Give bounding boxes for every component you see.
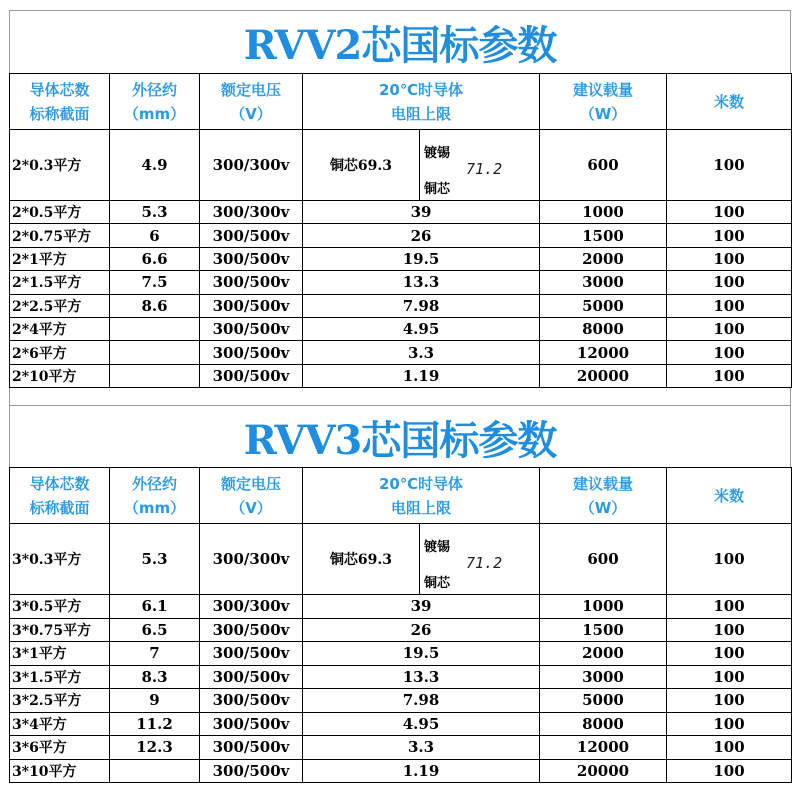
load-cell: 2000 xyxy=(540,247,667,270)
table-row xyxy=(10,317,792,340)
voltage-cell: 300/500v xyxy=(200,271,303,294)
header-meters xyxy=(667,74,792,130)
voltage-cell: 300/300v xyxy=(200,201,303,224)
diameter-cell xyxy=(110,317,200,340)
table-row xyxy=(10,712,792,736)
resistance-cell: 13.3 xyxy=(303,665,540,689)
header-spec xyxy=(10,74,110,130)
resistance-cell: 26 xyxy=(303,224,540,247)
load-cell: 1500 xyxy=(540,618,667,642)
resistance-split xyxy=(303,524,539,594)
load-cell: 1000 xyxy=(540,595,667,619)
tinned-value: 71.2 xyxy=(466,554,503,572)
header-load-line: 建议载量 xyxy=(572,80,633,99)
load-cell: 3000 xyxy=(540,665,667,689)
header-diameter-line: 外径约 xyxy=(131,80,177,99)
diameter-cell: 7 xyxy=(110,642,200,666)
voltage-cell: 300/300v xyxy=(200,595,303,619)
resistance-cell: 7.98 xyxy=(303,689,540,713)
header-spec-line: 标称截面 xyxy=(29,104,90,123)
table-row xyxy=(10,689,792,713)
spec-cell: 3*1.5平方 xyxy=(10,665,110,689)
header-load-line: （W） xyxy=(579,498,627,517)
voltage-cell: 300/500v xyxy=(200,618,303,642)
voltage-cell: 300/500v xyxy=(200,224,303,247)
resistance-cell: 3.3 xyxy=(303,736,540,760)
header-voltage-line: （V） xyxy=(230,498,272,517)
resistance-cell: 3.3 xyxy=(303,341,540,364)
header-resistance-line: 20℃时导体 xyxy=(378,474,464,493)
spec-cell: 2*4平方 xyxy=(10,317,110,340)
header-meters-line: 米数 xyxy=(713,486,744,505)
table-row xyxy=(10,271,792,294)
spec-cell: 3*10平方 xyxy=(10,759,110,783)
resistance-cell: 4.95 xyxy=(303,712,540,736)
load-cell: 600 xyxy=(540,524,667,595)
voltage-cell: 300/500v xyxy=(200,247,303,270)
table-row xyxy=(10,618,792,642)
header-voltage-line: （V） xyxy=(230,104,272,123)
resistance-cell: 26 xyxy=(303,618,540,642)
tinned-label-1: 镀锡 xyxy=(424,540,451,555)
table-row xyxy=(10,364,792,387)
diameter-cell: 8.6 xyxy=(110,294,200,317)
meters-cell: 100 xyxy=(667,689,792,713)
table-row xyxy=(10,294,792,317)
voltage-cell: 300/500v xyxy=(200,294,303,317)
load-cell: 12000 xyxy=(540,736,667,760)
diameter-cell: 11.2 xyxy=(110,712,200,736)
table-row xyxy=(10,201,792,224)
load-cell: 12000 xyxy=(540,341,667,364)
spec-cell: 3*0.75平方 xyxy=(10,618,110,642)
resistance-cell xyxy=(303,524,540,595)
voltage-cell: 300/500v xyxy=(200,689,303,713)
tinned-value: 71.2 xyxy=(466,160,503,178)
resistance-cell: 13.3 xyxy=(303,271,540,294)
meters-cell: 100 xyxy=(667,271,792,294)
spec-cell: 3*0.5平方 xyxy=(10,595,110,619)
header-diameter-line: 外径约 xyxy=(131,474,177,493)
diameter-cell: 9 xyxy=(110,689,200,713)
load-cell: 3000 xyxy=(540,271,667,294)
meters-cell: 100 xyxy=(667,224,792,247)
header-row xyxy=(10,468,792,524)
header-voltage-line: 额定电压 xyxy=(220,474,281,493)
rvv2-title: RVV2芯国标参数 xyxy=(243,22,557,69)
header-meters xyxy=(667,468,792,524)
meters-cell: 100 xyxy=(667,341,792,364)
diameter-cell: 8.3 xyxy=(110,665,200,689)
spec-cell: 3*2.5平方 xyxy=(10,689,110,713)
voltage-cell: 300/500v xyxy=(200,642,303,666)
meters-cell: 100 xyxy=(667,524,792,595)
meters-cell: 100 xyxy=(667,130,792,201)
voltage-cell: 300/500v xyxy=(200,665,303,689)
header-resistance xyxy=(303,468,540,524)
load-cell: 5000 xyxy=(540,294,667,317)
table-row xyxy=(10,642,792,666)
rvv2-title-box xyxy=(9,10,791,74)
table-row xyxy=(10,665,792,689)
voltage-cell: 300/500v xyxy=(200,736,303,760)
header-load xyxy=(540,468,667,524)
meters-cell: 100 xyxy=(667,736,792,760)
meters-cell: 100 xyxy=(667,364,792,387)
spec-cell: 2*6平方 xyxy=(10,341,110,364)
voltage-cell: 300/500v xyxy=(200,364,303,387)
rvv3-title: RVV3芯国标参数 xyxy=(243,416,557,464)
tinned-resistance xyxy=(420,524,539,594)
header-spec-line: 导体芯数 xyxy=(29,474,90,493)
spec-cell: 2*2.5平方 xyxy=(10,294,110,317)
tinned-label-2: 铜芯 xyxy=(424,576,451,591)
spec-cell: 3*4平方 xyxy=(10,712,110,736)
resistance-cell xyxy=(303,130,540,201)
load-cell: 2000 xyxy=(540,642,667,666)
header-voltage-line: 额定电压 xyxy=(220,80,281,99)
spec-cell: 2*0.3平方 xyxy=(10,130,110,201)
load-cell: 1000 xyxy=(540,201,667,224)
meters-cell: 100 xyxy=(667,317,792,340)
resistance-cell: 7.98 xyxy=(303,294,540,317)
diameter-cell: 6.6 xyxy=(110,247,200,270)
meters-cell: 100 xyxy=(667,201,792,224)
header-load-line: 建议载量 xyxy=(572,474,633,493)
table-row-first xyxy=(10,130,792,201)
spec-cell: 3*0.3平方 xyxy=(10,524,110,595)
header-spec xyxy=(10,468,110,524)
header-diameter-line: （mm） xyxy=(123,104,186,123)
voltage-cell: 300/300v xyxy=(200,130,303,201)
rvv3-table xyxy=(9,467,792,783)
tinned-resistance xyxy=(420,130,539,200)
diameter-cell: 5.3 xyxy=(110,201,200,224)
load-cell: 20000 xyxy=(540,759,667,783)
header-meters-line: 米数 xyxy=(713,92,744,111)
spec-cell: 3*1平方 xyxy=(10,642,110,666)
table-row xyxy=(10,736,792,760)
header-load xyxy=(540,74,667,130)
resistance-cell: 39 xyxy=(303,201,540,224)
diameter-cell xyxy=(110,364,200,387)
table-row xyxy=(10,341,792,364)
voltage-cell: 300/500v xyxy=(200,712,303,736)
spec-cell: 2*1平方 xyxy=(10,247,110,270)
rvv2-table xyxy=(9,73,792,388)
resistance-cell: 1.19 xyxy=(303,759,540,783)
tinned-label-1: 镀锡 xyxy=(424,146,451,161)
tinned-label-2: 铜芯 xyxy=(424,182,451,197)
load-cell: 1500 xyxy=(540,224,667,247)
table-row xyxy=(10,224,792,247)
header-diameter xyxy=(110,74,200,130)
spec-cell: 3*6平方 xyxy=(10,736,110,760)
spec-cell: 2*1.5平方 xyxy=(10,271,110,294)
diameter-cell xyxy=(110,759,200,783)
resistance-split xyxy=(303,130,539,200)
header-resistance-line: 电阻上限 xyxy=(390,104,451,123)
meters-cell: 100 xyxy=(667,712,792,736)
load-cell: 8000 xyxy=(540,317,667,340)
table-row xyxy=(10,759,792,783)
table-row xyxy=(10,595,792,619)
voltage-cell: 300/300v xyxy=(200,524,303,595)
diameter-cell: 5.3 xyxy=(110,524,200,595)
diameter-cell: 6.1 xyxy=(110,595,200,619)
table-row xyxy=(10,247,792,270)
meters-cell: 100 xyxy=(667,618,792,642)
load-cell: 8000 xyxy=(540,712,667,736)
meters-cell: 100 xyxy=(667,642,792,666)
voltage-cell: 300/500v xyxy=(200,759,303,783)
meters-cell: 100 xyxy=(667,759,792,783)
spec-cell: 2*10平方 xyxy=(10,364,110,387)
spec-cell: 2*0.75平方 xyxy=(10,224,110,247)
load-cell: 600 xyxy=(540,130,667,201)
rvv3-title-box xyxy=(9,405,791,468)
diameter-cell: 12.3 xyxy=(110,736,200,760)
resistance-cell: 39 xyxy=(303,595,540,619)
voltage-cell: 300/500v xyxy=(200,341,303,364)
resistance-cell: 19.5 xyxy=(303,247,540,270)
header-resistance xyxy=(303,74,540,130)
meters-cell: 100 xyxy=(667,595,792,619)
header-spec-line: 标称截面 xyxy=(29,498,90,517)
load-cell: 20000 xyxy=(540,364,667,387)
header-diameter-line: （mm） xyxy=(123,498,186,517)
resistance-cell: 4.95 xyxy=(303,317,540,340)
header-voltage xyxy=(200,468,303,524)
table-row-first xyxy=(10,524,792,595)
meters-cell: 100 xyxy=(667,247,792,270)
load-cell: 5000 xyxy=(540,689,667,713)
voltage-cell: 300/500v xyxy=(200,317,303,340)
copper-resistance: 铜芯69.3 xyxy=(303,524,420,594)
diameter-cell: 7.5 xyxy=(110,271,200,294)
meters-cell: 100 xyxy=(667,294,792,317)
meters-cell: 100 xyxy=(667,665,792,689)
diameter-cell xyxy=(110,341,200,364)
resistance-cell: 19.5 xyxy=(303,642,540,666)
header-resistance-line: 20℃时导体 xyxy=(378,80,464,99)
resistance-cell: 1.19 xyxy=(303,364,540,387)
header-spec-line: 导体芯数 xyxy=(29,80,90,99)
diameter-cell: 6.5 xyxy=(110,618,200,642)
copper-resistance: 铜芯69.3 xyxy=(303,130,420,200)
header-load-line: （W） xyxy=(579,104,627,123)
header-row xyxy=(10,74,792,130)
header-voltage xyxy=(200,74,303,130)
diameter-cell: 6 xyxy=(110,224,200,247)
header-resistance-line: 电阻上限 xyxy=(390,498,451,517)
diameter-cell: 4.9 xyxy=(110,130,200,201)
spec-cell: 2*0.5平方 xyxy=(10,201,110,224)
header-diameter xyxy=(110,468,200,524)
